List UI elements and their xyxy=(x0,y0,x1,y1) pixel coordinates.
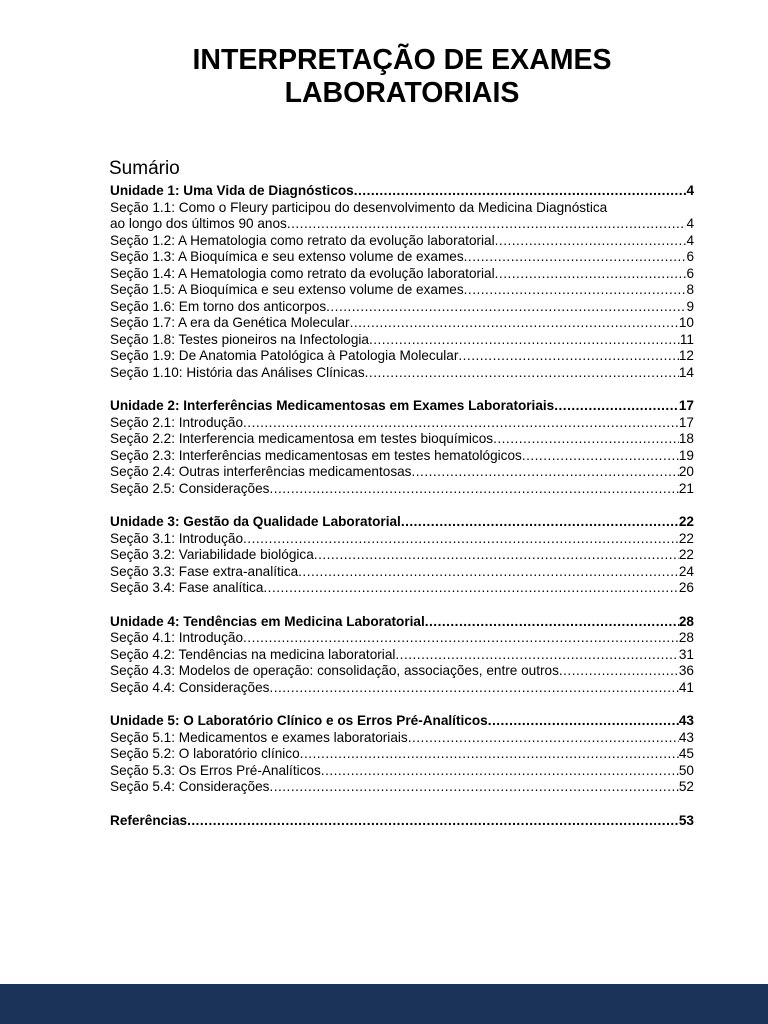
toc-section-entry[interactable] xyxy=(110,448,694,465)
toc-entry-label: Seção 2.2: Interferencia medicamentosa em testes bioquímicos xyxy=(110,431,494,446)
toc-entry-label: Unidade 1: Uma Vida de Diagnósticos xyxy=(110,183,354,198)
toc-unit-5 xyxy=(110,713,694,796)
toc-section-entry[interactable] xyxy=(110,332,694,349)
toc-leader-dots xyxy=(554,398,679,415)
toc-unit-heading[interactable] xyxy=(110,398,694,415)
toc-references-entry[interactable] xyxy=(110,813,694,830)
toc-section-entry[interactable] xyxy=(110,663,694,680)
document-title-line-2: LABORATORIAIS xyxy=(284,77,520,109)
toc-page-number: 53 xyxy=(678,812,694,828)
toc-leader-dots xyxy=(425,614,679,631)
toc-page-number: 17 xyxy=(678,414,694,430)
toc-page-number: 4 xyxy=(686,232,694,248)
toc-entry-label: Seção 3.1: Introdução xyxy=(110,530,244,546)
toc-page-number: 18 xyxy=(678,431,694,446)
toc-page-number: 12 xyxy=(678,348,694,363)
toc-unit-4 xyxy=(110,614,694,697)
toc-section-entry[interactable] xyxy=(110,315,694,332)
toc-section-entry[interactable] xyxy=(110,531,694,548)
toc-page-number: 50 xyxy=(678,762,694,778)
toc-leader-dots xyxy=(326,299,686,316)
toc-entry-label: Unidade 3: Gestão da Qualidade Laboratorial xyxy=(110,514,401,529)
toc-entry-label: Seção 1.2: A Hematologia como retrato da evolução laboratorial xyxy=(110,232,495,248)
toc-leader-dots xyxy=(298,564,679,581)
toc-leader-dots xyxy=(495,266,687,283)
toc-leader-dots xyxy=(411,464,678,481)
toc-section-entry[interactable] xyxy=(110,266,694,283)
toc-section-entry[interactable] xyxy=(110,233,694,250)
toc-section-entry[interactable] xyxy=(110,580,694,597)
toc-leader-dots xyxy=(269,680,678,697)
toc-page-number: 26 xyxy=(678,580,694,595)
toc-entry-label: Seção 3.2: Variabilidade biológica xyxy=(110,547,314,562)
toc-unit-heading[interactable] xyxy=(110,614,694,631)
footer-band xyxy=(0,984,768,1024)
toc-page-number: 8 xyxy=(686,282,694,297)
toc-entry-label: Seção 3.3: Fase extra-analítica xyxy=(110,563,299,579)
toc-section-entry[interactable] xyxy=(110,564,694,581)
toc-page-number: 4 xyxy=(686,216,694,231)
toc-leader-dots xyxy=(354,183,687,200)
toc-page-number: 43 xyxy=(678,713,694,728)
toc-page-number: 6 xyxy=(686,249,694,264)
toc-entry-continuation xyxy=(110,216,694,233)
toc-leader-dots xyxy=(401,514,679,531)
toc-entry-label: Seção 1.7: A era da Genética Molecular xyxy=(110,315,350,330)
toc-page-number: 19 xyxy=(678,447,694,463)
toc-section-entry[interactable] xyxy=(110,200,694,233)
toc-page-number: 45 xyxy=(678,746,694,761)
toc-page-number: 9 xyxy=(686,298,694,314)
toc-leader-dots xyxy=(464,249,687,266)
toc-leader-dots xyxy=(395,647,678,664)
document-title xyxy=(110,44,694,110)
toc-section-entry[interactable] xyxy=(110,746,694,763)
toc-entry-label: Seção 4.1: Introdução xyxy=(110,630,244,645)
toc-leader-dots xyxy=(350,315,679,332)
toc-leader-dots xyxy=(269,779,678,796)
toc-page-number: 28 xyxy=(678,630,694,645)
toc-unit-heading[interactable] xyxy=(110,514,694,531)
toc-entry-label: Seção 1.10: História das Análises Clínicas xyxy=(110,364,365,380)
toc-entry-label: Seção 4.4: Considerações xyxy=(110,679,270,695)
toc-page-number: 41 xyxy=(678,679,694,695)
toc-leader-dots xyxy=(458,348,679,365)
toc-leader-dots xyxy=(408,730,679,747)
toc-section-entry[interactable] xyxy=(110,779,694,796)
toc-entry-label: Seção 1.4: A Hematologia como retrato da evolução laboratorial xyxy=(110,265,495,281)
document-title-line-1: INTERPRETAÇÃO DE EXAMES xyxy=(192,44,612,76)
toc-entry-label: Seção 1.8: Testes pioneiros na Infectologia xyxy=(110,331,369,347)
toc-unit-1 xyxy=(110,183,694,381)
toc-leader-dots xyxy=(243,415,679,432)
toc-section-entry[interactable] xyxy=(110,680,694,697)
toc-page-number: 10 xyxy=(678,315,694,330)
toc-entry-label: Seção 1.6: Em torno dos anticorpos xyxy=(110,298,327,314)
toc-leader-dots xyxy=(269,481,678,498)
toc-section-entry[interactable] xyxy=(110,431,694,448)
toc-section-entry[interactable] xyxy=(110,464,694,481)
toc-leader-dots xyxy=(287,216,687,233)
toc-entry-label: Unidade 5: O Laboratório Clínico e os Erros Pré-Analíticos xyxy=(110,713,488,728)
toc-entry-label: Seção 5.3: Os Erros Pré-Analíticos xyxy=(110,762,321,778)
toc-section-entry[interactable] xyxy=(110,481,694,498)
toc-section-entry[interactable] xyxy=(110,415,694,432)
toc-section-entry[interactable] xyxy=(110,348,694,365)
toc-entry-label: Seção 5.2: O laboratório clínico xyxy=(110,746,300,761)
toc-section-entry[interactable] xyxy=(110,763,694,780)
toc-page-number: 43 xyxy=(678,729,694,745)
toc-section-entry[interactable] xyxy=(110,282,694,299)
toc-leader-dots xyxy=(365,365,679,382)
toc-page-number: 20 xyxy=(678,464,694,479)
table-of-contents xyxy=(110,183,694,829)
toc-unit-heading[interactable] xyxy=(110,183,694,200)
toc-page-number: 22 xyxy=(678,547,694,562)
toc-section-entry[interactable] xyxy=(110,630,694,647)
toc-leader-dots xyxy=(522,448,679,465)
toc-leader-dots xyxy=(321,763,679,780)
toc-page-number: 36 xyxy=(678,663,694,678)
toc-leader-dots xyxy=(493,431,679,448)
toc-section-entry[interactable] xyxy=(110,730,694,747)
toc-entry-label: Seção 2.3: Interferências medicamentosas em testes hematológicos xyxy=(110,447,522,463)
toc-entry-label: Seção 1.9: De Anatomia Patológica à Patologia Molecular xyxy=(110,348,459,363)
toc-leader-dots xyxy=(559,663,679,680)
toc-page-number: 31 xyxy=(678,646,694,662)
toc-page-number: 52 xyxy=(678,779,694,794)
toc-section-entry[interactable] xyxy=(110,365,694,382)
toc-entry-label: Seção 3.4: Fase analítica xyxy=(110,580,264,595)
toc-entry-label: Seção 1.5: A Bioquímica e seu extenso volume de exames xyxy=(110,282,464,297)
toc-page-number: 22 xyxy=(678,514,694,529)
toc-leader-dots xyxy=(243,531,679,548)
toc-entry-label: Seção 5.1: Medicamentos e exames laboratoriais xyxy=(110,729,408,745)
toc-entry-label: Seção 2.4: Outras interferências medicamentosas xyxy=(110,464,412,479)
toc-page-number: 11 xyxy=(679,331,694,347)
summary-heading: Sumário xyxy=(109,158,180,179)
toc-entry-label: Seção 2.5: Considerações xyxy=(110,480,270,496)
toc-page-number: 6 xyxy=(686,265,694,281)
toc-unit-2 xyxy=(110,398,694,497)
toc-page-number: 24 xyxy=(678,563,694,579)
toc-page-number: 28 xyxy=(678,613,694,629)
toc-section-entry[interactable] xyxy=(110,249,694,266)
toc-entry-label: Unidade 2: Interferências Medicamentosas em Exames Laboratoriais xyxy=(110,398,555,413)
toc-leader-dots xyxy=(464,282,687,299)
toc-leader-dots xyxy=(488,713,679,730)
toc-section-entry[interactable] xyxy=(110,299,694,316)
toc-page-number: 17 xyxy=(678,398,694,413)
toc-entry-label: ao longo dos últimos 90 anos xyxy=(110,216,287,231)
toc-unit-heading[interactable] xyxy=(110,713,694,730)
toc-leader-dots xyxy=(300,746,679,763)
toc-leader-dots xyxy=(243,630,679,647)
toc-section-entry[interactable] xyxy=(110,647,694,664)
toc-entry-label: Seção 4.3: Modelos de operação: consolidação, associações, entre outros xyxy=(110,663,559,678)
toc-leader-dots xyxy=(314,547,679,564)
toc-references xyxy=(110,813,694,830)
toc-page-number: 4 xyxy=(686,183,694,198)
toc-entry-label: Seção 5.4: Considerações xyxy=(110,779,270,794)
toc-page-number: 22 xyxy=(678,530,694,546)
toc-leader-dots xyxy=(369,332,680,349)
toc-entry-label: Referências xyxy=(110,812,188,828)
toc-entry-label: Seção 4.2: Tendências na medicina laboratorial xyxy=(110,646,396,662)
toc-page-number: 21 xyxy=(678,480,694,496)
toc-entry-label-line-1: Seção 1.1: Como o Fleury participou do desenvolvimento da Medicina Diagnóstica xyxy=(110,199,608,215)
toc-entry-label: Seção 2.1: Introdução xyxy=(110,414,244,430)
toc-page-number: 14 xyxy=(678,364,694,380)
toc-unit-3 xyxy=(110,514,694,597)
toc-leader-dots xyxy=(263,580,678,597)
toc-entry-label: Seção 1.3: A Bioquímica e seu extenso volume de exames xyxy=(110,249,464,264)
toc-leader-dots xyxy=(187,813,679,830)
toc-leader-dots xyxy=(495,233,687,250)
toc-entry-label: Unidade 4: Tendências em Medicina Laboratorial xyxy=(110,613,425,629)
toc-section-entry[interactable] xyxy=(110,547,694,564)
